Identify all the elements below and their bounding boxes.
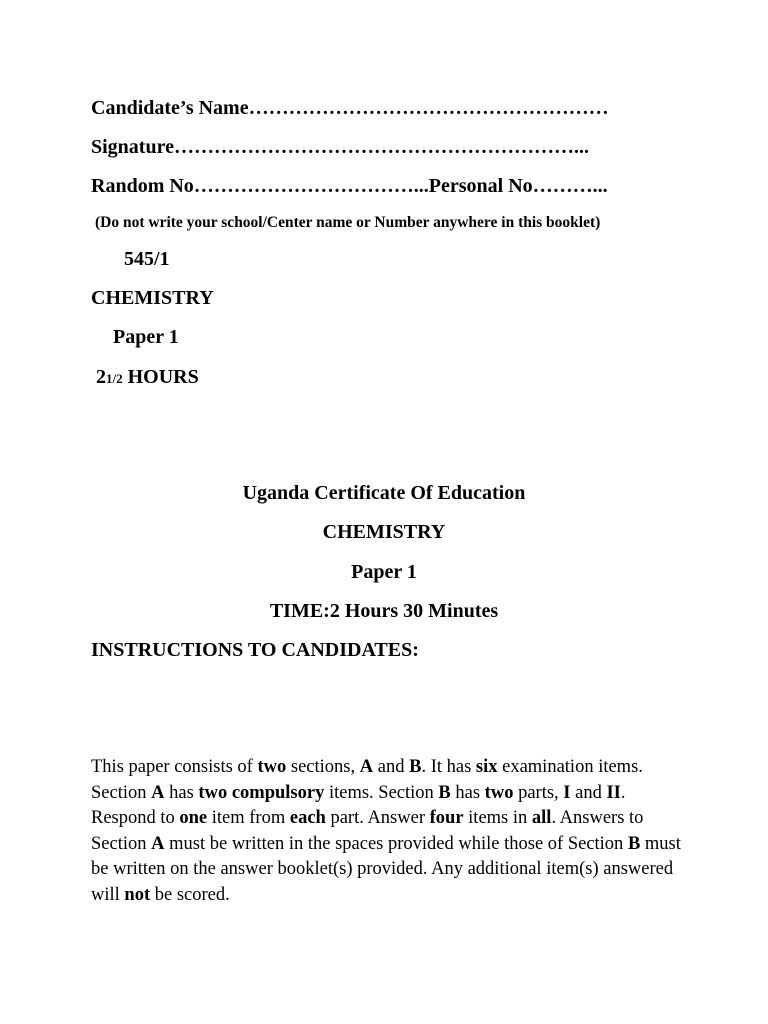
instruction-emphasis: each [289, 808, 326, 828]
paper-code: 545/1 [124, 248, 170, 270]
instruction-emphasis: four [429, 808, 464, 828]
instructions-paragraph [91, 755, 691, 908]
instruction-text: item from [207, 808, 290, 828]
instruction-text: This paper consists of [91, 757, 258, 777]
instruction-text: part. Answer [325, 808, 430, 828]
instruction-emphasis: two [484, 782, 514, 803]
certificate-title: Uganda Certificate Of Education [242, 482, 526, 504]
signature-field: Signature……………………………………………………... [91, 136, 589, 158]
instruction-text: items in [463, 808, 532, 828]
personal-no-label: Personal No………... [428, 175, 608, 197]
random-no-label: Random No……………………………... [91, 175, 429, 197]
duration-whole: 2 [96, 366, 106, 388]
instruction-text: and [570, 782, 607, 803]
instruction-text: examination items. Section [91, 757, 643, 803]
instruction-text: must be written on the answer booklet(s) provided. Any additional item(s) answered will [91, 833, 681, 905]
paper-number: Paper 1 [113, 326, 179, 348]
instructions-heading: INSTRUCTIONS TO CANDIDATES: [91, 639, 419, 661]
instruction-emphasis: A [151, 782, 165, 803]
instruction-text: be scored. [150, 884, 230, 905]
instruction-emphasis: II [606, 782, 621, 803]
candidate-name-field: Candidate’s Name……………………………………………… [91, 97, 609, 119]
instruction-text: sections, [286, 757, 360, 777]
instruction-emphasis: B [438, 782, 451, 803]
instruction-emphasis: two [257, 757, 287, 777]
instruction-text: must be written in the spaces provided while those of Section [164, 833, 628, 854]
instruction-emphasis: two compulsory [198, 782, 325, 803]
instruction-text: . It has [421, 757, 476, 777]
instruction-text: and [373, 757, 410, 777]
instruction-text: items. Section [324, 782, 439, 803]
instruction-text: . Respond to [91, 782, 626, 828]
instruction-emphasis: A [151, 833, 165, 854]
exam-subject: CHEMISTRY [322, 521, 446, 543]
instruction-emphasis: B [409, 757, 422, 777]
exam-paper: Paper 1 [351, 561, 417, 583]
instruction-emphasis: all [531, 808, 552, 828]
duration [96, 365, 199, 391]
duration-fraction: 1/2 [106, 371, 123, 386]
instruction-text: has [450, 782, 485, 803]
instruction-emphasis: I [563, 782, 571, 803]
instruction-text: has [164, 782, 199, 803]
instruction-emphasis: six [475, 757, 498, 777]
subject-title: CHEMISTRY [91, 287, 214, 309]
instruction-emphasis: one [179, 808, 208, 828]
booklet-note: (Do not write your school/Center name or Number anywhere in this booklet) [95, 214, 601, 231]
instruction-emphasis: A [359, 757, 374, 777]
instruction-text: . Answers to Section [91, 808, 644, 854]
exam-time: TIME:2 Hours 30 Minutes [269, 600, 499, 622]
instruction-emphasis: not [124, 884, 151, 905]
duration-unit: HOURS [127, 366, 199, 388]
random-personal-no-field [91, 174, 608, 198]
instruction-emphasis: B [627, 833, 641, 854]
instruction-text: parts, [513, 782, 564, 803]
